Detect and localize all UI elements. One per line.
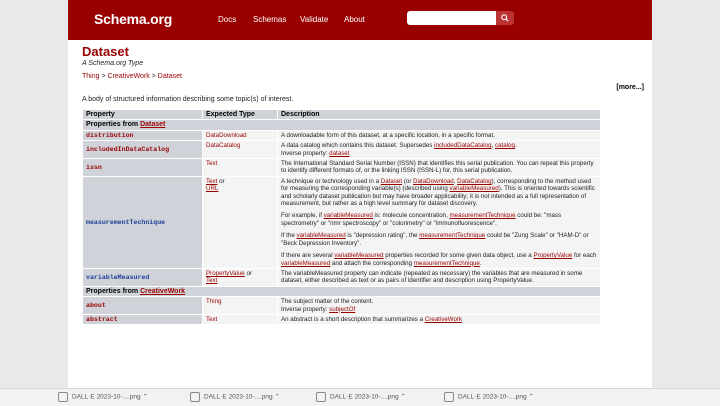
section-label: Properties from [86, 121, 141, 129]
page-subtitle: A Schema.org Type [82, 60, 144, 67]
property-description: A downloadable form of this dataset, at a specific location, in a specific format. [278, 130, 601, 140]
file-icon [58, 392, 68, 402]
type-link[interactable]: DataDownload [203, 130, 278, 140]
type-links: PropertyValue or Text [203, 268, 278, 286]
nav-validate[interactable]: Validate [300, 15, 329, 24]
download-item[interactable]: DALL·E 2023-10-....png ⌃ [444, 392, 534, 402]
more-link[interactable]: [more...] [616, 84, 644, 91]
type-link[interactable]: DataCatalog [203, 141, 278, 159]
table-row [83, 314, 601, 324]
type-link[interactable]: Text [206, 177, 218, 185]
nav-about[interactable]: About [344, 15, 365, 24]
type-link[interactable]: Text [203, 159, 278, 177]
type-link[interactable]: Text [203, 314, 278, 324]
download-item[interactable]: DALL·E 2023-10-....png ⌃ [58, 392, 148, 402]
property-measurementtechnique[interactable]: measurementTechnique [83, 176, 203, 268]
file-icon [444, 392, 454, 402]
page-title: Dataset [82, 44, 129, 59]
schema-page [68, 0, 652, 388]
inline-link[interactable]: DataDownload [413, 177, 454, 185]
breadcrumb-separator: > [101, 73, 106, 80]
col-description: Description [278, 110, 601, 120]
nav-docs[interactable]: Docs [218, 15, 237, 24]
inline-link[interactable]: measurementTechnique [449, 212, 516, 220]
property-description: An abstract is a short description that summarizes a CreativeWork [278, 314, 601, 324]
inline-link[interactable]: measurementTechnique [413, 259, 480, 267]
property-distribution[interactable]: distribution [83, 130, 203, 140]
table-row [83, 130, 601, 140]
inline-link[interactable]: DataCatalog [457, 177, 492, 185]
section-link-dataset[interactable]: Dataset [140, 121, 166, 129]
section-label: Properties from [86, 287, 141, 295]
site-logo[interactable]: Schema.org [94, 11, 173, 27]
link-creativework[interactable]: CreativeWork [424, 315, 463, 323]
breadcrumb-dataset[interactable]: Dataset [157, 73, 182, 80]
link-dataset[interactable]: dataset [329, 149, 350, 157]
download-item[interactable]: DALL·E 2023-10-....png ⌃ [316, 392, 406, 402]
property-description: The International Standard Serial Number (ISSN) that identifies this serial publication. You can repeat this property to identify different formats of, or the linking ISSN (ISSN-L) for, this serial publication. [278, 159, 601, 177]
type-description: A body of structured information describing some topic(s) of interest. [82, 96, 294, 103]
table-row [83, 176, 601, 268]
type-link[interactable]: Thing [203, 297, 278, 315]
section-header [83, 286, 601, 296]
table-row [83, 141, 601, 159]
main-content [82, 44, 644, 323]
nav-schemas[interactable]: Schemas [253, 15, 287, 24]
breadcrumb [82, 73, 642, 80]
inline-link[interactable]: variableMeasured [334, 252, 384, 260]
type-link[interactable]: Text [206, 277, 218, 285]
link-subjectof[interactable]: subjectOf [329, 305, 356, 313]
inline-link[interactable]: measurementTechnique [419, 232, 486, 240]
property-about[interactable]: about [83, 297, 203, 315]
type-link[interactable]: URL [206, 185, 219, 193]
search-input[interactable] [407, 11, 497, 25]
section-link-creativework[interactable]: CreativeWork [140, 287, 186, 295]
type-links: Text or URL [203, 176, 278, 268]
inline-link[interactable]: PropertyValue [533, 252, 573, 260]
section-header [83, 120, 601, 130]
search-icon [501, 14, 509, 22]
table-row [83, 297, 601, 315]
property-description: The variableMeasured property can indicate (repeated as necessary) the variables that are measured in some dataset, either described as text or as pairs of identifier and description using PropertyValue. [278, 268, 601, 286]
type-link[interactable]: PropertyValue [206, 269, 245, 277]
property-description: The subject matter of the content. Inverse property: subjectOf [278, 297, 601, 315]
property-description: A data catalog which contains this dataset. Supersedes includedDataCatalog, catalog. Inverse property: dataset [278, 141, 601, 159]
inline-link[interactable]: variableMeasured [449, 185, 499, 193]
property-description: A technique or technology used in a Dataset (or DataDownload, DataCatalog), corresponding to the method used for measuring the corresponding variable(s) (described using variableMeasured). This is oriented towards scientific and scholarly dataset publication but may have broader applicability; it is not intended as a full representation of measurement, but rather as a high level summary for dataset discovery. For example, if variableMeasured is: molecule concentration, measurementTechnique could be: "mass spectrometry" or "nmr spectroscopy" or "colorimetry" or "immunofluorescence". If the variableMeasured is "depression rating", the measurementTechnique could be "Zung Scale" or "HAM-D" or "Beck Depression Inventory". If there are several variableMeasured properties recorded for some given data object, use a PropertyValue for each variableMeasured and attach the corresponding measurementTechnique. [278, 176, 601, 268]
link-includeddatacatalog[interactable]: includedDataCatalog [434, 142, 492, 150]
table-row [83, 268, 601, 286]
property-includedindatacatalog[interactable]: includedInDataCatalog [83, 141, 203, 159]
inline-link[interactable]: Dataset [380, 177, 403, 185]
breadcrumb-thing[interactable]: Thing [82, 73, 100, 80]
col-property: Property [83, 110, 203, 120]
link-catalog[interactable]: catalog [494, 142, 515, 150]
property-issn[interactable]: issn [83, 159, 203, 177]
site-header [68, 0, 652, 40]
property-abstract[interactable]: abstract [83, 314, 203, 324]
downloads-bar [0, 388, 720, 406]
table-row [83, 159, 601, 177]
inline-link[interactable]: variableMeasured [296, 232, 346, 240]
search-button[interactable] [496, 11, 514, 25]
download-item[interactable]: DALL·E 2023-10-....png ⌃ [190, 392, 280, 402]
properties-table [82, 109, 601, 325]
file-icon [190, 392, 200, 402]
breadcrumb-creativework[interactable]: CreativeWork [107, 73, 150, 80]
inline-link[interactable]: variableMeasured [323, 212, 373, 220]
file-icon [316, 392, 326, 402]
col-expected-type: Expected Type [203, 110, 278, 120]
breadcrumb-separator: > [151, 73, 156, 80]
property-variablemeasured[interactable]: variableMeasured [83, 268, 203, 286]
inline-link[interactable]: variableMeasured [281, 259, 331, 267]
